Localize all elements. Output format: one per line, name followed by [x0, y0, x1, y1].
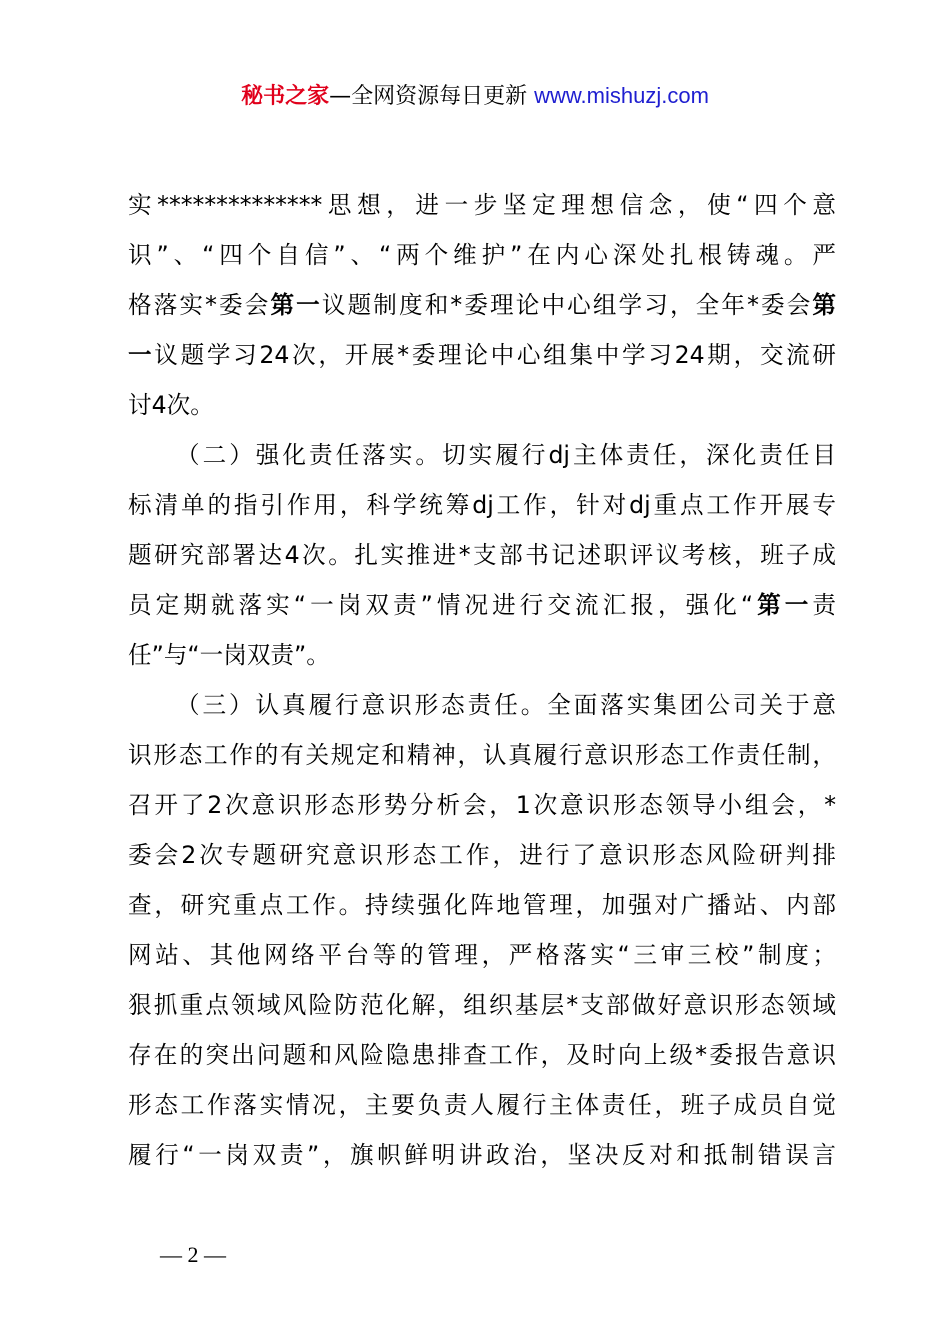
text-line: 识”、“四个自信”、“两个维护”在内心深处扎根铸魂。严	[128, 241, 836, 269]
text-line: 识形态工作的有关规定和精神，认真履行意识形态工作责任制，	[128, 741, 836, 769]
site-url-link[interactable]: www.mishuzj.com	[534, 83, 709, 108]
text-line: 标清单的指引作用，科学统筹dj工作，针对dj重点工作开展专	[128, 491, 836, 519]
text-line: 狠抓重点领域风险防范化解，组织基层*支部做好意识形态领域	[128, 991, 836, 1019]
bold-phrase: 第一	[753, 591, 813, 619]
bold-phrase: 一	[128, 341, 155, 369]
text-line: 履行“一岗双责”，旗帜鲜明讲政治，坚决反对和抵制错误言	[128, 1141, 836, 1169]
text-line: 召开了2次意识形态形势分析会，1次意识形态领导小组会，*	[128, 791, 836, 819]
text-line: 委会2次专题研究意识形态工作，进行了意识形态风险研判排	[128, 841, 836, 869]
text-line: 任”与“一岗双责”。	[128, 641, 330, 669]
text-line: 实**************思想，进一步坚定理想信念，使“四个意	[128, 191, 836, 219]
header-slogan: —全网资源每日更新	[329, 84, 535, 109]
text-line: 存在的突出问题和风险隐患排查工作，及时向上级*委报告意识	[128, 1041, 836, 1069]
text-line: 员定期就落实“一岗双责”情况进行交流汇报，强化“第一责	[128, 591, 836, 619]
document-body	[128, 180, 836, 1180]
bold-phrase: 第一	[270, 291, 322, 319]
text-line: 题研究部署达4次。扎实推进*支部书记述职评议考核，班子成	[128, 541, 836, 569]
text-line: 查，研究重点工作。持续强化阵地管理，加强对广播站、内部	[128, 891, 836, 919]
site-header	[0, 80, 950, 113]
bold-phrase: 第	[812, 291, 837, 319]
text-line: 讨4次。	[128, 391, 214, 419]
section-heading-line: （二）强化责任落实。切实履行dj主体责任，深化责任目	[176, 441, 836, 469]
text-line: 格落实*委会第一议题制度和*委理论中心组学习，全年*委会第	[128, 291, 837, 319]
brand-name: 秘书之家	[241, 84, 330, 109]
section-heading-line: （三）认真履行意识形态责任。全面落实集团公司关于意	[176, 691, 836, 719]
page-number: — 2 —	[160, 1242, 226, 1267]
text-line: 形态工作落实情况，主要负责人履行主体责任，班子成员自觉	[128, 1091, 836, 1119]
text-line: 一议题学习24次，开展*委理论中心组集中学习24期，交流研	[128, 341, 837, 369]
text-line: 网站、其他网络平台等的管理，严格落实“三审三校”制度；	[128, 941, 836, 969]
